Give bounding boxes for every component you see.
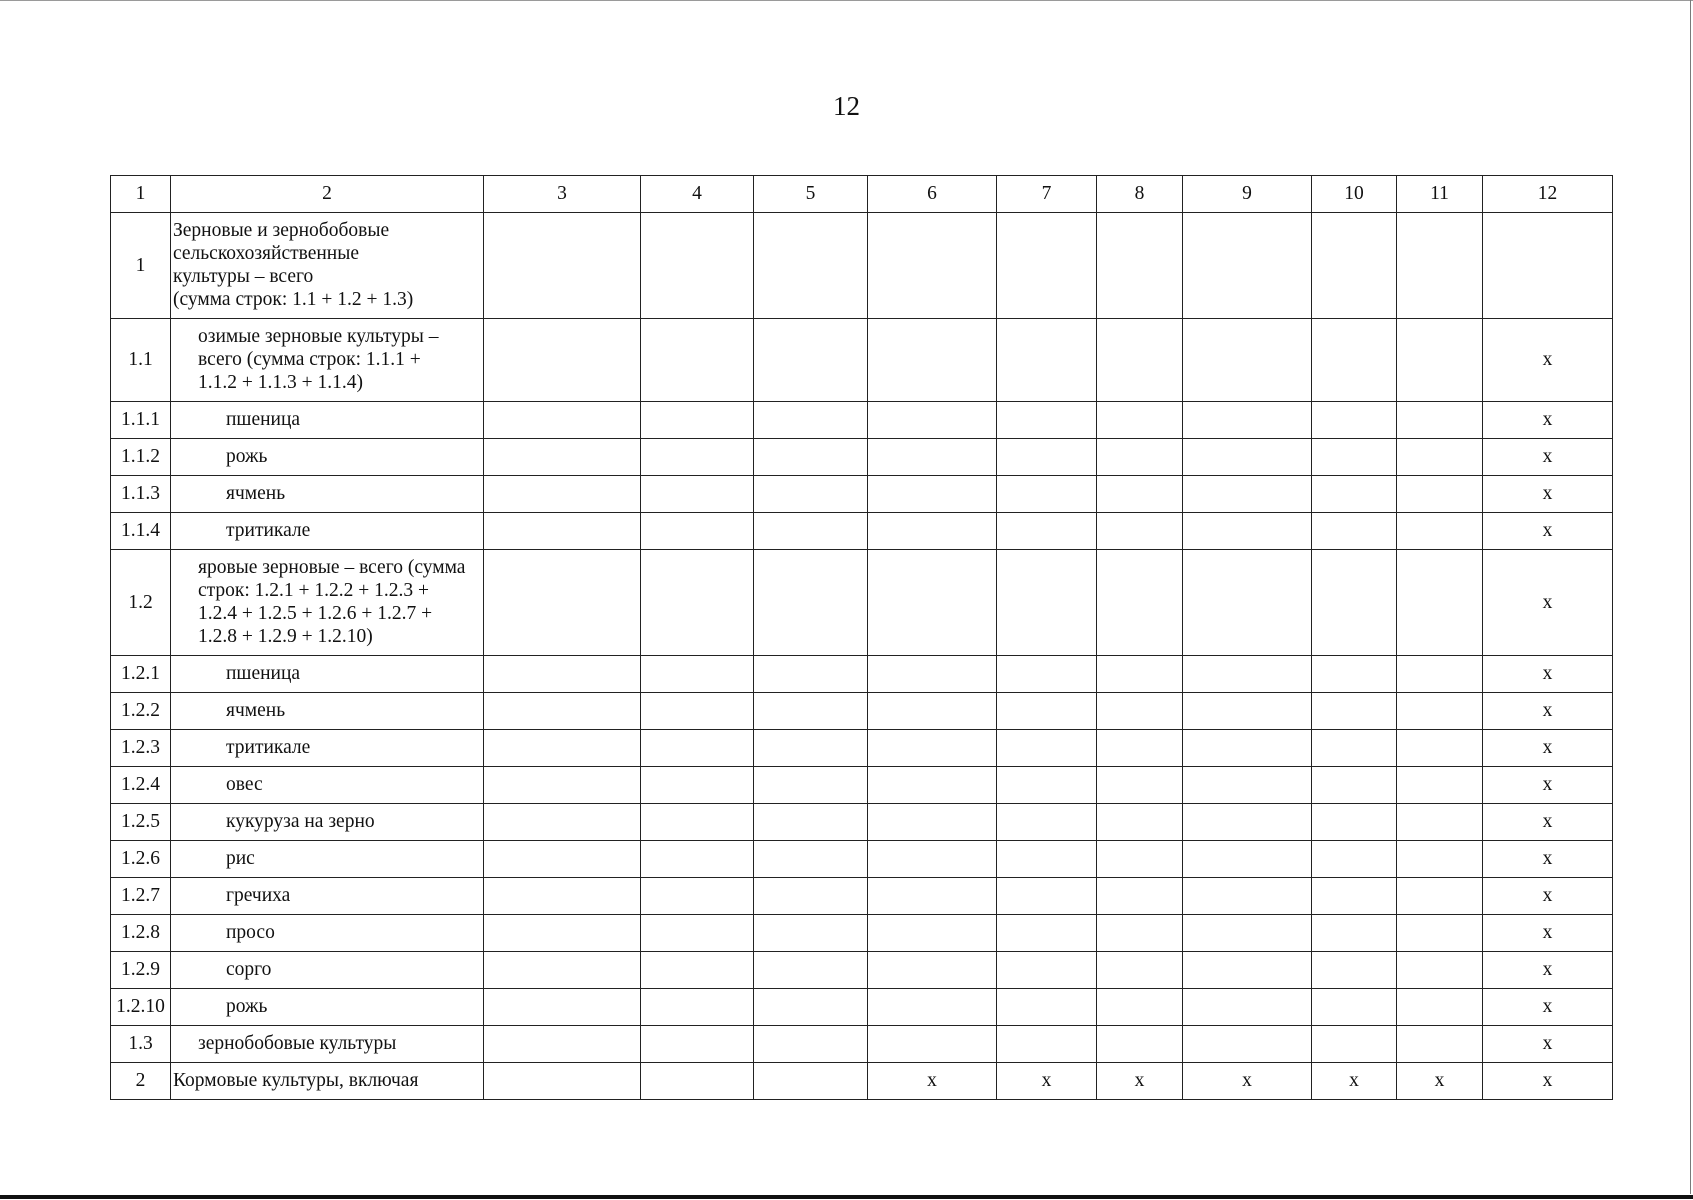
column-number-header: 4 [641, 176, 754, 213]
column-number-header: 2 [171, 176, 484, 213]
data-cell [1312, 476, 1397, 513]
data-cell [868, 730, 997, 767]
data-cell [997, 439, 1097, 476]
data-cell [997, 767, 1097, 804]
data-cell [1397, 213, 1483, 319]
data-cell [1312, 550, 1397, 656]
data-cell [484, 915, 641, 952]
row-number-cell: 1.1 [111, 319, 171, 402]
row-number-cell: 1.2.7 [111, 878, 171, 915]
crop-name-cell: рожь [171, 439, 484, 476]
data-cell [484, 878, 641, 915]
data-cell: х [1483, 693, 1613, 730]
data-cell [641, 952, 754, 989]
data-cell [1183, 439, 1312, 476]
data-cell [1397, 767, 1483, 804]
scan-edge-top [0, 0, 1693, 1]
table-row [111, 213, 1613, 319]
data-cell [484, 213, 641, 319]
data-cell [1183, 767, 1312, 804]
data-cell [754, 878, 868, 915]
data-cell: х [1183, 1063, 1312, 1100]
data-cell [1312, 767, 1397, 804]
table-row [111, 402, 1613, 439]
data-cell [1097, 730, 1183, 767]
data-cell [997, 656, 1097, 693]
data-cell [997, 804, 1097, 841]
data-cell [1097, 693, 1183, 730]
crop-name-cell: сорго [171, 952, 484, 989]
data-cell [1183, 319, 1312, 402]
table-row [111, 439, 1613, 476]
data-cell [1312, 439, 1397, 476]
data-cell: х [1483, 878, 1613, 915]
data-cell [1312, 319, 1397, 402]
data-cell [484, 989, 641, 1026]
data-cell [1312, 1026, 1397, 1063]
scan-edge-right [1690, 0, 1691, 1194]
data-cell [1183, 402, 1312, 439]
data-cell [1183, 730, 1312, 767]
data-cell [1397, 878, 1483, 915]
data-cell [484, 550, 641, 656]
crop-name-cell: ячмень [171, 476, 484, 513]
data-cell [754, 402, 868, 439]
data-cell [868, 878, 997, 915]
row-number-cell: 1.2.3 [111, 730, 171, 767]
data-cell [1183, 1026, 1312, 1063]
data-cell [641, 513, 754, 550]
data-cell [868, 319, 997, 402]
data-cell [1183, 878, 1312, 915]
row-number-cell: 1 [111, 213, 171, 319]
data-cell [754, 213, 868, 319]
data-cell: х [1483, 1026, 1613, 1063]
table-row [111, 915, 1613, 952]
data-cell [641, 319, 754, 402]
data-cell [997, 550, 1097, 656]
data-cell [997, 319, 1097, 402]
row-number-cell: 1.1.4 [111, 513, 171, 550]
data-cell [1097, 402, 1183, 439]
data-cell [1483, 213, 1613, 319]
data-cell [1183, 550, 1312, 656]
data-cell [868, 513, 997, 550]
data-cell [1097, 804, 1183, 841]
data-cell [754, 767, 868, 804]
data-cell [484, 439, 641, 476]
data-cell [1097, 550, 1183, 656]
data-cell [754, 841, 868, 878]
row-number-cell: 1.2.1 [111, 656, 171, 693]
crop-name-cell: пшеница [171, 402, 484, 439]
data-cell: х [1483, 319, 1613, 402]
data-cell [1097, 952, 1183, 989]
crops-table [110, 175, 1613, 1100]
crop-name-cell: тритикале [171, 513, 484, 550]
data-cell [1183, 476, 1312, 513]
crop-name-cell: гречиха [171, 878, 484, 915]
crop-name-cell: рис [171, 841, 484, 878]
table-row [111, 1026, 1613, 1063]
data-cell [484, 952, 641, 989]
data-cell [1097, 1026, 1183, 1063]
column-number-header: 9 [1183, 176, 1312, 213]
data-cell [868, 804, 997, 841]
data-cell [1097, 841, 1183, 878]
data-cell [1097, 989, 1183, 1026]
data-cell [641, 402, 754, 439]
column-number-header: 7 [997, 176, 1097, 213]
data-cell [1312, 952, 1397, 989]
data-cell [1312, 878, 1397, 915]
crop-name-cell: озимые зерновые культуры – всего (сумма строк: 1.1.1 + 1.1.2 + 1.1.3 + 1.1.4) [171, 319, 484, 402]
column-numbers-row [111, 176, 1613, 213]
crop-name-cell: ячмень [171, 693, 484, 730]
data-cell [1183, 656, 1312, 693]
data-cell [868, 841, 997, 878]
table-row [111, 952, 1613, 989]
data-cell [1312, 915, 1397, 952]
data-cell [868, 550, 997, 656]
table-body [111, 213, 1613, 1100]
data-cell [1397, 730, 1483, 767]
data-cell [754, 656, 868, 693]
data-cell: х [1483, 476, 1613, 513]
data-cell [1097, 656, 1183, 693]
data-cell [754, 1063, 868, 1100]
data-cell [754, 952, 868, 989]
crop-name-cell: рожь [171, 989, 484, 1026]
data-cell [484, 693, 641, 730]
data-cell [754, 550, 868, 656]
data-cell [868, 915, 997, 952]
data-cell [997, 952, 1097, 989]
data-cell [1397, 476, 1483, 513]
row-number-cell: 1.2.8 [111, 915, 171, 952]
data-cell: х [1483, 915, 1613, 952]
row-number-cell: 1.1.2 [111, 439, 171, 476]
data-cell [997, 841, 1097, 878]
data-cell [1397, 319, 1483, 402]
row-number-cell: 1.2.9 [111, 952, 171, 989]
table-row [111, 693, 1613, 730]
scan-edge-bottom [0, 1195, 1693, 1199]
data-cell: х [1483, 989, 1613, 1026]
crop-name-cell: просо [171, 915, 484, 952]
data-cell [1097, 476, 1183, 513]
data-cell [484, 1026, 641, 1063]
data-cell [754, 730, 868, 767]
data-cell [1183, 513, 1312, 550]
column-number-header: 1 [111, 176, 171, 213]
column-number-header: 6 [868, 176, 997, 213]
crop-name-cell: Кормовые культуры, включая [171, 1063, 484, 1100]
data-cell: х [1483, 767, 1613, 804]
data-cell [1397, 439, 1483, 476]
data-cell [1183, 952, 1312, 989]
data-cell [484, 402, 641, 439]
data-cell [868, 402, 997, 439]
data-cell [484, 767, 641, 804]
data-cell [1183, 841, 1312, 878]
row-number-cell: 1.1.3 [111, 476, 171, 513]
data-cell [1312, 402, 1397, 439]
data-cell: х [1483, 952, 1613, 989]
data-cell [484, 730, 641, 767]
data-cell [997, 693, 1097, 730]
data-cell: х [1097, 1063, 1183, 1100]
data-cell [1397, 952, 1483, 989]
data-cell [754, 989, 868, 1026]
data-cell [868, 767, 997, 804]
column-number-header: 3 [484, 176, 641, 213]
data-cell: х [1483, 730, 1613, 767]
data-cell [1097, 513, 1183, 550]
data-cell [1183, 915, 1312, 952]
data-cell [1397, 402, 1483, 439]
data-cell [1097, 915, 1183, 952]
row-number-cell: 1.2 [111, 550, 171, 656]
crop-name-cell: зернобобовые культуры [171, 1026, 484, 1063]
data-cell [1312, 841, 1397, 878]
data-cell: х [1483, 841, 1613, 878]
table-row [111, 513, 1613, 550]
data-cell [868, 439, 997, 476]
column-number-header: 12 [1483, 176, 1613, 213]
row-number-cell: 1.2.4 [111, 767, 171, 804]
row-number-cell: 1.1.1 [111, 402, 171, 439]
page-number: 12 [833, 91, 860, 121]
data-cell [868, 952, 997, 989]
data-cell [1312, 804, 1397, 841]
column-number-header: 11 [1397, 176, 1483, 213]
data-cell [1397, 989, 1483, 1026]
data-cell [754, 915, 868, 952]
data-cell [997, 513, 1097, 550]
row-number-cell: 1.2.10 [111, 989, 171, 1026]
data-cell [641, 989, 754, 1026]
data-cell [997, 915, 1097, 952]
data-cell [997, 476, 1097, 513]
data-cell [641, 693, 754, 730]
data-cell [641, 767, 754, 804]
table-row [111, 550, 1613, 656]
table-row [111, 804, 1613, 841]
data-cell: х [1483, 656, 1613, 693]
data-cell [484, 841, 641, 878]
table-row [111, 656, 1613, 693]
data-cell [868, 656, 997, 693]
data-cell [641, 1026, 754, 1063]
data-cell [754, 513, 868, 550]
data-cell [1312, 656, 1397, 693]
data-cell [641, 439, 754, 476]
data-cell [641, 550, 754, 656]
table-row [111, 1063, 1613, 1100]
data-cell [484, 319, 641, 402]
column-number-header: 10 [1312, 176, 1397, 213]
data-cell [641, 213, 754, 319]
table-row [111, 319, 1613, 402]
crop-name-cell: яровые зерновые – всего (сумма строк: 1.2.1 + 1.2.2 + 1.2.3 + 1.2.4 + 1.2.5 + 1.2.6 + 1.2.7 + 1.2.8 + 1.2.9 + 1.2.10) [171, 550, 484, 656]
data-cell [1397, 693, 1483, 730]
data-cell: х [1483, 804, 1613, 841]
data-cell [1183, 693, 1312, 730]
column-number-header: 8 [1097, 176, 1183, 213]
data-cell [484, 656, 641, 693]
table-header [111, 176, 1613, 213]
data-cell: х [1483, 439, 1613, 476]
data-cell [641, 1063, 754, 1100]
data-cell [997, 213, 1097, 319]
table-row [111, 841, 1613, 878]
row-number-cell: 2 [111, 1063, 171, 1100]
data-cell [641, 841, 754, 878]
crop-name-cell: Зерновые и зернобобовые сельскохозяйственные культуры – всего (сумма строк: 1.1 + 1.2 + 1.3) [171, 213, 484, 319]
data-cell [754, 1026, 868, 1063]
data-cell [1183, 213, 1312, 319]
data-cell [997, 1026, 1097, 1063]
data-cell: х [1397, 1063, 1483, 1100]
data-cell [1397, 804, 1483, 841]
data-cell: х [1483, 402, 1613, 439]
row-number-cell: 1.2.6 [111, 841, 171, 878]
data-cell [754, 693, 868, 730]
data-cell: х [997, 1063, 1097, 1100]
data-cell: х [1483, 1063, 1613, 1100]
data-cell [997, 730, 1097, 767]
data-cell [868, 693, 997, 730]
data-cell [1397, 513, 1483, 550]
data-cell [641, 656, 754, 693]
data-cell [1397, 1026, 1483, 1063]
data-cell [484, 804, 641, 841]
data-cell [868, 476, 997, 513]
data-cell [641, 476, 754, 513]
data-cell [997, 989, 1097, 1026]
data-cell: х [1483, 513, 1613, 550]
data-cell [754, 476, 868, 513]
data-cell [641, 804, 754, 841]
column-number-header: 5 [754, 176, 868, 213]
data-cell [1397, 656, 1483, 693]
data-cell [1397, 550, 1483, 656]
data-cell: х [868, 1063, 997, 1100]
data-cell [754, 804, 868, 841]
data-cell [1397, 841, 1483, 878]
data-cell [484, 513, 641, 550]
data-cell [484, 1063, 641, 1100]
table-row [111, 730, 1613, 767]
data-cell [1097, 767, 1183, 804]
table-row [111, 989, 1613, 1026]
data-cell [641, 915, 754, 952]
data-cell [868, 989, 997, 1026]
data-cell [1097, 878, 1183, 915]
data-cell [1312, 730, 1397, 767]
data-cell [868, 213, 997, 319]
data-cell [1097, 213, 1183, 319]
data-cell: х [1312, 1063, 1397, 1100]
table-row [111, 476, 1613, 513]
table-row [111, 878, 1613, 915]
data-cell [754, 439, 868, 476]
data-cell [1183, 989, 1312, 1026]
data-cell [997, 878, 1097, 915]
row-number-cell: 1.3 [111, 1026, 171, 1063]
data-cell: х [1483, 550, 1613, 656]
data-cell [1397, 915, 1483, 952]
data-cell [1312, 693, 1397, 730]
data-cell [1097, 439, 1183, 476]
table-row [111, 767, 1613, 804]
data-cell [1183, 804, 1312, 841]
data-cell [484, 476, 641, 513]
row-number-cell: 1.2.5 [111, 804, 171, 841]
crop-name-cell: пшеница [171, 656, 484, 693]
row-number-cell: 1.2.2 [111, 693, 171, 730]
data-cell [754, 319, 868, 402]
data-cell [868, 1026, 997, 1063]
data-cell [1312, 989, 1397, 1026]
crop-name-cell: кукуруза на зерно [171, 804, 484, 841]
data-cell [1097, 319, 1183, 402]
data-cell [1312, 513, 1397, 550]
data-cell [997, 402, 1097, 439]
data-cell [1312, 213, 1397, 319]
crop-name-cell: овес [171, 767, 484, 804]
data-cell [641, 730, 754, 767]
crop-name-cell: тритикале [171, 730, 484, 767]
data-cell [641, 878, 754, 915]
